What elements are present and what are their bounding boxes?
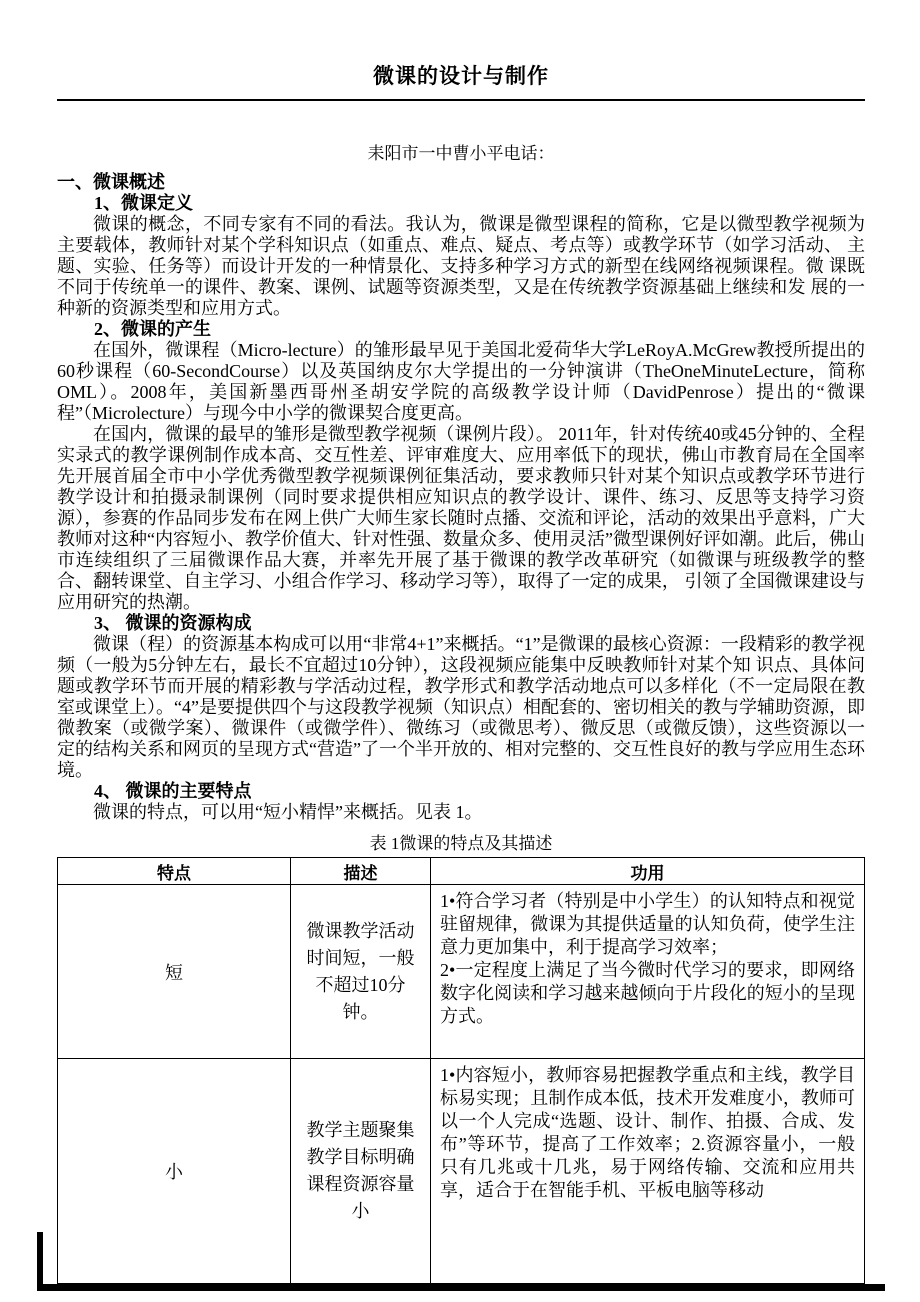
- feature-cell: 短: [58, 885, 291, 1059]
- column-header-function: 功用: [431, 858, 865, 885]
- table-row-short: [58, 885, 865, 1059]
- table-header-row: [58, 858, 865, 885]
- heading-definition: 1、微课定义: [94, 193, 193, 213]
- features-table: [57, 857, 865, 1284]
- paragraph-features: 微课的特点，可以用“短小精悍”来概括。见表 1。: [93, 802, 483, 822]
- function-item: 1•内容短小，教师容易把握教学重点和主线，教学目标易实现；且制作成本低，技术开发难度小，教师可以一个人完成“选题、设计、制作、拍摄、合成、发布”等环节，提高了工作效率；2.资源容量小，一般只有几兆或十几兆，易于网络传输、交流和应用共享，适合于在智能手机、平板电脑等移动: [440, 1065, 855, 1200]
- description-cell: 教学主题聚集 教学目标明确 课程资源容量小: [291, 1059, 431, 1284]
- heading-origin: 2、微课的产生: [94, 319, 211, 339]
- description-cell: 微课教学活动时间短，一般不超过10分钟。: [291, 885, 431, 1059]
- function-cell: [431, 1059, 865, 1284]
- table-caption: 表 1微课的特点及其描述: [369, 834, 553, 853]
- column-header-description: 描述: [291, 858, 431, 885]
- page-crop-mark-left: [37, 1232, 43, 1291]
- table-row-small: [58, 1059, 865, 1284]
- paragraph-origin-abroad: 在国外，微课程（Micro-lecture）的雏形最早见于美国北爱荷华大学LeRoyA.McGrew教授所提出的60秒课程（60-SecondCourse）以及英国纳皮尔大学提出的一分钟演讲（TheOneMinuteLecture，简称OML）。2008年，美国新墨西哥州圣胡安学院的高级教学设计师（DavidPenrose）提出的“微课程”（Microlecture）与现今中小学的微课契合度更高。: [57, 340, 865, 423]
- function-cell: [431, 885, 865, 1059]
- page-crop-mark-bottom: [37, 1284, 885, 1291]
- byline: 耒阳市一中曹小平电话：: [367, 144, 555, 163]
- paragraph-origin-domestic: 在国内，微课的最早的雏形是微型教学视频（课例片段）。 2011年，针对传统40或45分钟的、全程实录式的教学课例制作成本高、交互性差、评审难度大、应用率低下的现状，佛山市教育局在全国率先开展首届全市中小学优秀微型教学视频课例征集活动，要求教师只针对某个知识点或教学环节进行教学设计和拍摄录制课例（同时要求提供相应知识点的教学设计、课件、练习、反思等支持学习资源），参赛的作品同步发布在网上供广大师生家长随时点播、交流和评论，活动的效果出乎意料，广大教师对这种“内容短小、教学价值大、针对性强、数量众多、使用灵活”微型课例好评如潮。此后，佛山市连续组织了三届微课作品大赛，并率先开展了基于微课的教学改革研究（如微课与班级教学的整合、翻转课堂、自主学习、小组合作学习、移动学习等），取得了一定的成果， 引领了全国微课建设与应用研究的热潮。: [57, 424, 865, 612]
- feature-cell: 小: [58, 1059, 291, 1284]
- heading-overview: 一、微课概述: [57, 172, 165, 192]
- heading-resources: 3、 微课的资源构成: [94, 613, 252, 633]
- function-item: 2•一定程度上满足了当今微时代学习的要求，即网络数字化阅读和学习越来越倾向于片段化的短小的呈现方式。: [440, 960, 855, 1026]
- column-header-feature: 特点: [58, 858, 291, 885]
- document-title: 微课的设计与制作: [57, 60, 865, 101]
- paragraph-definition: 微课的概念，不同专家有不同的看法。我认为，微课是微型课程的简称，它是以微型教学视频为主要载体，教师针对某个学科知识点（如重点、难点、疑点、考点等）或教学环节（如学习活动、 主题、实验、任务等）而设计开发的一种情景化、支持多种学习方式的新型在线网络视频课程。微 课既不同于传统单一的课件、教案、课例、试题等资源类型，又是在传统教学资源基础上继续和发 展的一种新的资源类型和应用方式。: [57, 214, 865, 318]
- function-item: 1•符合学习者（特别是中小学生）的认知特点和视觉驻留规律，微课为其提供适量的认知负荷，使学生注意力更加集中，利于提高学习效率；: [440, 891, 855, 957]
- heading-features: 4、 微课的主要特点: [94, 781, 252, 801]
- paragraph-resources: 微课（程）的资源基本构成可以用“非常4+1”来概括。“1”是微课的最核心资源：一段精彩的教学视频（一般为5分钟左右，最长不宜超过10分钟），这段视频应能集中反映教师针对某个知 识点、具体问题或教学环节而开展的精彩教与学活动过程，教学形式和教学活动地点可以多样化（不一定局限在教室或课堂上）。“4”是要提供四个与这段教学视频（知识点）相配套的、密切相关的教与学辅助资源，即微教案（或微学案）、微课件（或微学件）、微练习（或微思考）、微反思（或微反馈），这些资源以一定的结构关系和网页的呈现方式“营造”了一个半开放的、相对完整的、交互性良好的教与学应用生态环境。: [57, 634, 865, 780]
